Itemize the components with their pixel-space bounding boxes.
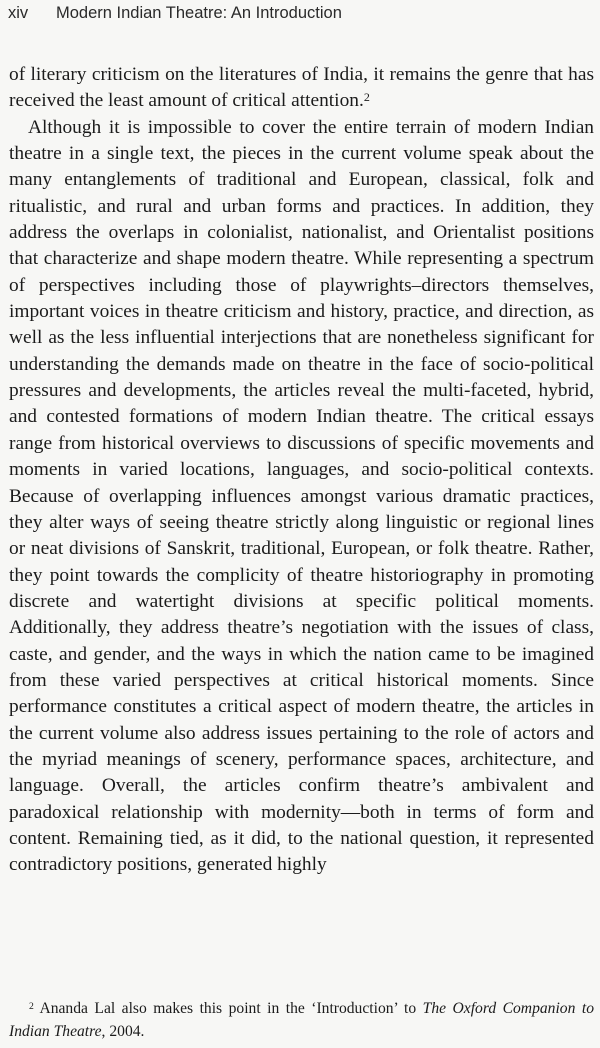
footnote	[9, 997, 594, 1043]
running-title: Modern Indian Theatre: An Introduction	[56, 4, 342, 22]
paragraph-continued	[9, 62, 594, 115]
footnote-text-end: , 2004.	[101, 1023, 145, 1040]
body-text	[9, 62, 594, 879]
running-header	[8, 4, 590, 23]
footnote-reference: 2	[363, 89, 370, 104]
paragraph-2: Although it is impossible to cover the entire terrain of modern Indian theatre in a single text, the pieces in the current volume speak about the many entanglements of traditional and European, classical, folk and ritualistic, and rural and urban forms and practices. In addition, they address the overlaps in colonialist, nationalist, and Orientalist positions that characterize and shape modern theatre. While representing a spectrum of perspectives including those of playwrights–directors themselves, important voices in theatre criticism and history, practice, and direction, as well as the less influential interjections that are nonetheless significant for understanding the demands made on theatre in the face of socio-political pressures and developments, the articles reveal the multi-faceted, hybrid, and contested formations of modern Indian theatre. The critical essays range from historical overviews to discussions of specific movements and moments in varied locations, languages, and socio-political contexts. Because of overlapping influences amongst various dramatic practices, they alter ways of seeing theatre strictly along linguistic or regional lines or neat divisions of Sanskrit, traditional, European, or folk theatre. Rather, they point towards the complicity of theatre historiography in promoting discrete and watertight divisions at specific political moments. Additionally, they address theatre’s negotiation with the issues of class, caste, and gender, and the ways in which the nation came to be imagined from these varied perspectives at critical historical moments. Since performance constitutes a critical aspect of modern theatre, the articles in the current volume also address issues pertaining to the role of actors and the myriad meanings of scenery, performance spaces, architecture, and language. Overall, the articles confirm theatre’s ambivalent and paradoxical relationship with modernity—both in terms of form and content. Remaining tied, as it did, to the national question, it represented contradictory positions, generated highly	[9, 116, 594, 876]
footnote-book-title: The Oxford Companion to Indian Theatre	[9, 1000, 594, 1040]
footnote-number: 2	[29, 1000, 34, 1012]
page-number: xiv	[8, 4, 29, 22]
paragraph-1-text: of literary criticism on the literatures of India, it remains the genre that has received the least amount of critical attention.	[9, 64, 594, 112]
footnote-text: Ananda Lal also makes this point in the ‘Introduction’ to	[39, 1000, 417, 1017]
